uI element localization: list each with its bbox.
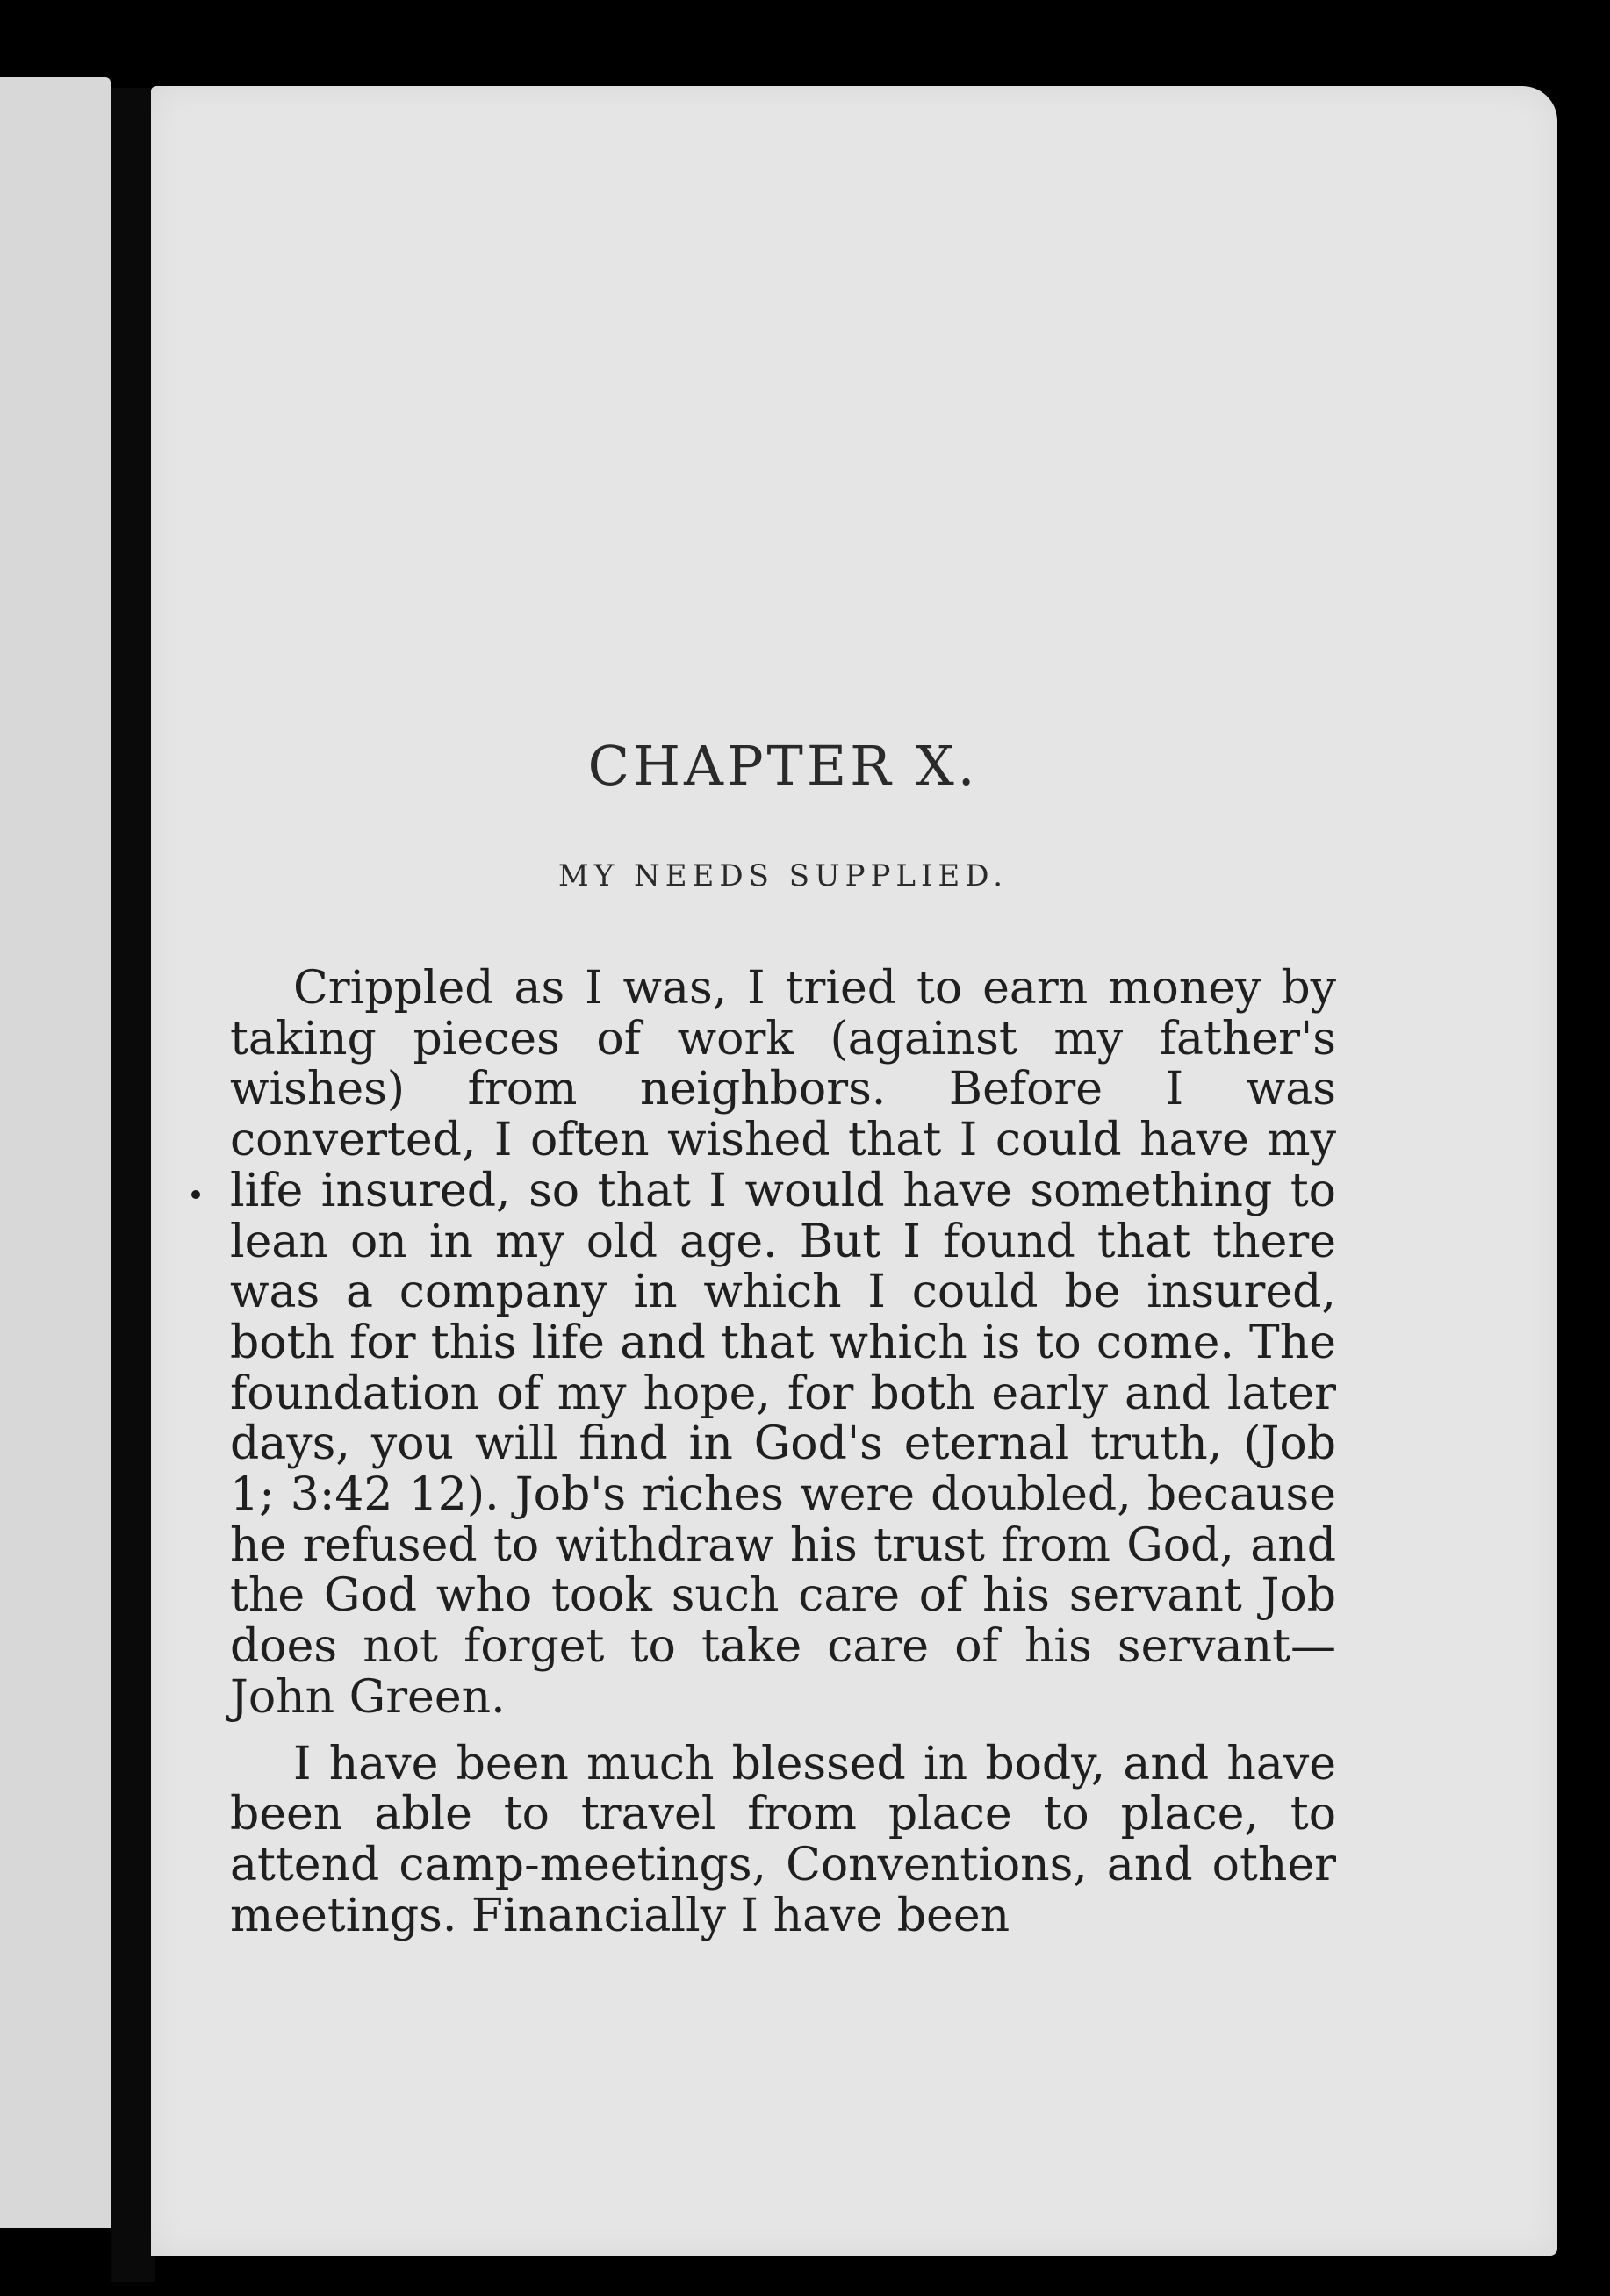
facing-page-edge — [0, 77, 111, 2228]
body-text — [230, 964, 1336, 1957]
chapter-title: CHAPTER X. — [587, 734, 979, 798]
paragraph-1: Crippled as I was, I tried to earn money by taking pieces of work (against my father's wishes) from neighbors. Before I was converted, I often wished that I could have my life insured, so that I would have something to lean on in my old age. But I found that there was a company in which I could be insured, both for this life and that which is to come. The foundation of my hope, for both early and later days, you will find in God's eternal truth, (Job 1; 3:42 12). Job's riches were doubled, because he refused to withdraw his trust from God, and the God who took such care of his servant Job does not forget to take care of his servant—John Green. — [230, 962, 1336, 1724]
margin-mark — [191, 1190, 200, 1199]
book-gutter — [111, 88, 155, 2282]
chapter-subtitle: MY NEEDS SUPPLIED. — [557, 858, 1009, 893]
book-page — [151, 86, 1557, 2256]
paragraph-2: I have been much blessed in body, and have been able to travel from place to place, to attend camp-meetings, Conventions, and other meetings. Financially I have been — [230, 1737, 1336, 1942]
